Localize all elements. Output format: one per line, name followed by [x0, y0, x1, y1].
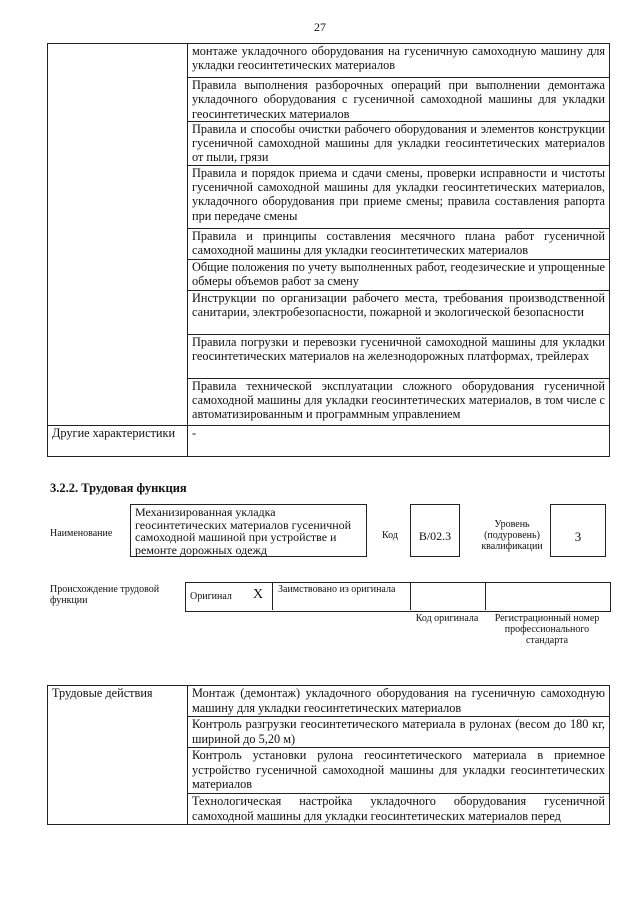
borrowed-label: Заимствовано из оригинала [278, 584, 396, 595]
level-value: 3 [550, 504, 606, 557]
table-row: Правила и порядок приема и сдачи смены, проверки исправности и чистоты гусеничной самоходной машины для укладки геосинтетических материалов, укладочного оборудования при приеме смены; правила составления рапорта при передаче смены [188, 165, 610, 228]
table-row: Правила и принципы составления месячного плана работ гусеничной самоходной машины для укладки геосинтетических материалов [188, 228, 610, 259]
table-row: Правила погрузки и перевозки гусеничной самоходной машины для укладки геосинтетических материалов на железнодорожных платформах, трейлерах [188, 334, 610, 378]
origin-divider [485, 582, 486, 610]
table-row: Контроль установки рулона геосинтетического материала в приемное устройство гусеничной самоходной машины для укладки геосинтетических материалов [188, 748, 610, 794]
original-label: Оригинал [190, 591, 232, 602]
labor-actions-table [47, 685, 610, 825]
other-characteristics-value: - [188, 425, 610, 456]
knowledge-table [47, 43, 610, 457]
table-row: Общие положения по учету выполненных работ, геодезические и упрощенные обмеры объемов работ за смену [188, 259, 610, 290]
table-row: монтаже укладочного оборудования на гусеничную самоходную машину для укладки геосинтетических материалов [188, 44, 610, 78]
other-characteristics-label: Другие характеристики [48, 425, 188, 456]
origin-divider [272, 582, 273, 610]
function-name-box: Механизированная укладка геосинтетических материалов гусеничной самоходной машиной при устройстве и ремонте дорожных одежд [130, 504, 367, 557]
code-value: B/02.3 [410, 504, 460, 557]
origin-label: Происхождение трудовой функции [50, 584, 160, 606]
table-row: Правила и способы очистки рабочего оборудования и элементов конструкции гусеничной самоходной машины для укладки геосинтетических материалов от пыли, грязи [188, 121, 610, 165]
table-row: Контроль разгрузки геосинтетического материала в рулонах (весом до 180 кг, шириной до 5,20 м) [188, 717, 610, 748]
name-label: Наименование [50, 528, 113, 539]
table-row: Правила выполнения разборочных операций при выполнении демонтажа укладочного оборудования с гусеничной самоходной машины для укладки геосинтетических материалов [188, 78, 610, 122]
table-row: Инструкции по организации рабочего места, требования производственной санитарии, электробезопасности, пожарной и экологической безопасности [188, 290, 610, 334]
section-title: 3.2.2. Трудовая функция [50, 481, 187, 495]
table-row: Правила технической эксплуатации сложного оборудования гусеничной самоходной машины для укладки геосинтетических материалов, в том числе с автоматизированным и программным управлением [188, 378, 610, 425]
page-number: 27 [314, 20, 326, 34]
level-label: Уровень (подуровень) квалификации [481, 519, 543, 552]
code-label: Код [382, 530, 398, 541]
code-caption: Код оригинала [415, 613, 479, 624]
origin-divider [410, 582, 411, 610]
reg-caption: Регистрационный номер профессионального стандарта [494, 613, 600, 646]
table-row: Монтаж (демонтаж) укладочного оборудования на гусеничную самоходную машину для укладки геосинтетических материалов [188, 686, 610, 717]
table-label-cell [48, 44, 188, 426]
original-mark: X [253, 587, 264, 602]
table-row: Технологическая настройка укладочного оборудования гусеничной самоходной машины для укладки геосинтетических материалов перед [188, 794, 610, 825]
labor-actions-label: Трудовые действия [48, 686, 188, 825]
